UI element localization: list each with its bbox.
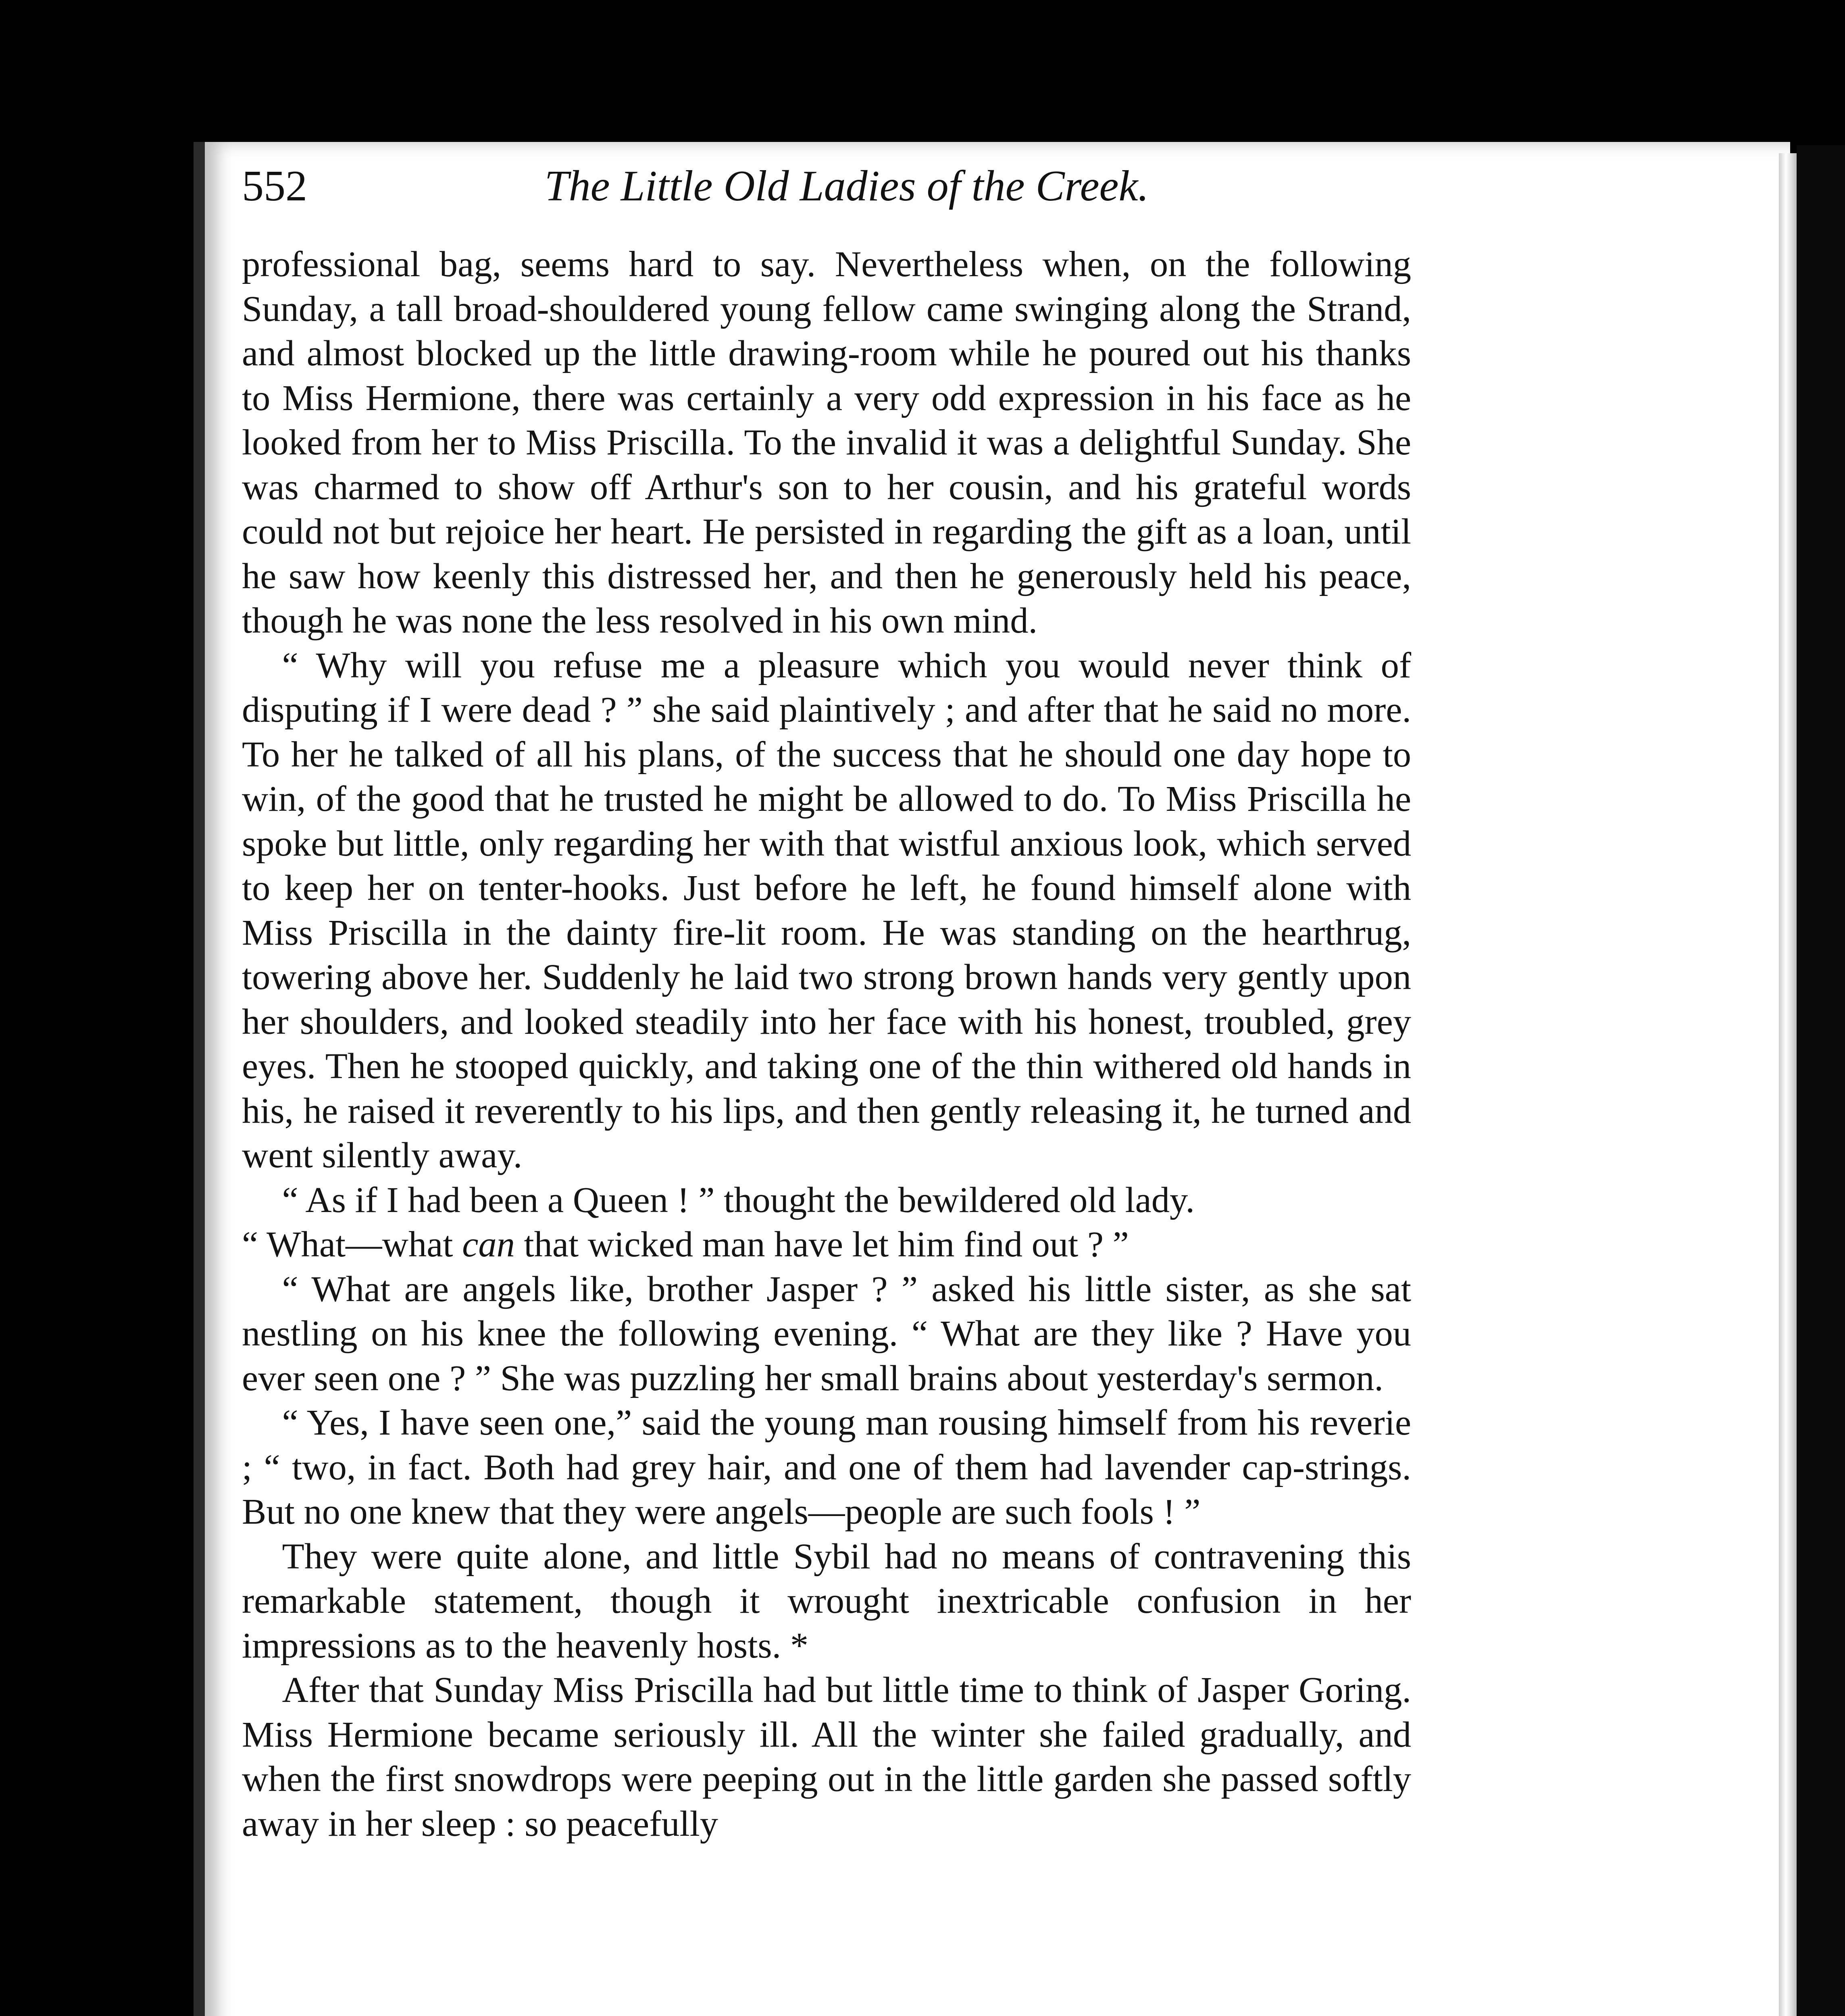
paragraph-quote-line bbox=[242, 1222, 1411, 1267]
paragraph: “ Why will you refuse me a pleasure which you would never think of disputing if I were dead ? ” she said plaintively ; and after that he said no more. To her he talked of all his plans, of the success that he should one day hope to win, of the good that he trusted he might be allowed to do. To Miss Priscilla he spoke but little, only regarding her with that wistful anxious look, which served to keep her on tenter-hooks. Just before he left, he found himself alone with Miss Priscilla in the dainty fire-lit room. He was standing on the hearthrug, towering above her. Suddenly he laid two strong brown hands very gently upon her shoulders, and looked steadily into her face with his honest, troubled, grey eyes. Then he stooped quickly, and taking one of the thin withered old hands in his, he raised it reverently to his lips, and then gently releasing it, he turned and went silently away. bbox=[242, 644, 1411, 1175]
paragraph: They were quite alone, and little Sybil had no means of contravening this remarkable statement, though it wrought inextricable confusion in her impressions as to the heavenly hosts. * bbox=[242, 1535, 1411, 1666]
emphasis-text: can bbox=[462, 1224, 515, 1264]
adjacent-page-edge bbox=[1797, 145, 1845, 2016]
quote-text: that wicked man have let him find out ? ” bbox=[514, 1224, 1129, 1264]
paragraph: professional bag, seems hard to say. Nevertheless when, on the following Sunday, a tall broad-shouldered young fellow came swinging along the Strand, and almost blocked up the little drawing-room while he poured out his thanks to Miss Hermione, there was certainly a very odd expression in his face as he looked from her to Miss Priscilla. To the invalid it was a delightful Sunday. She was charmed to show off Arthur's son to her cousin, and his grateful words could not but rejoice her heart. He persisted in regarding the gift as a loan, until he saw how keenly this distressed her, and then he generously held his peace, though he was none the less resolved in his own mind. bbox=[242, 244, 1411, 641]
paragraph: “ As if I had been a Queen ! ” thought the bewildered old lady. bbox=[282, 1179, 1195, 1220]
body-text bbox=[242, 242, 1411, 1846]
paragraph: After that Sunday Miss Priscilla had but little time to think of Jasper Goring. Miss Hermione became seriously ill. All the winter she failed gradually, and when the first snowdrops were peeping out in the little garden she passed softly away in her sleep : so peacefully bbox=[242, 1669, 1411, 1844]
paragraph: “ Yes, I have seen one,” said the young man rousing himself from his reverie ; “ two, in fact. Both had grey hair, and one of them had lavender cap-strings. But no one knew that they were angels—people are such fools ! ” bbox=[242, 1402, 1411, 1532]
quote-text: “ What—what bbox=[242, 1224, 462, 1264]
paragraph: “ What are angels like, brother Jasper ? ” asked his little sister, as she sat nestling on his knee the following evening. “ What are they like ? Have you ever seen one ? ” She was puzzling her small brains about yesterday's sermon. bbox=[242, 1268, 1411, 1398]
page-header bbox=[242, 161, 1451, 214]
page-number: 552 bbox=[242, 162, 307, 210]
running-title: The Little Old Ladies of the Creek. bbox=[544, 162, 1149, 210]
page-edge-right bbox=[1779, 153, 1797, 2016]
